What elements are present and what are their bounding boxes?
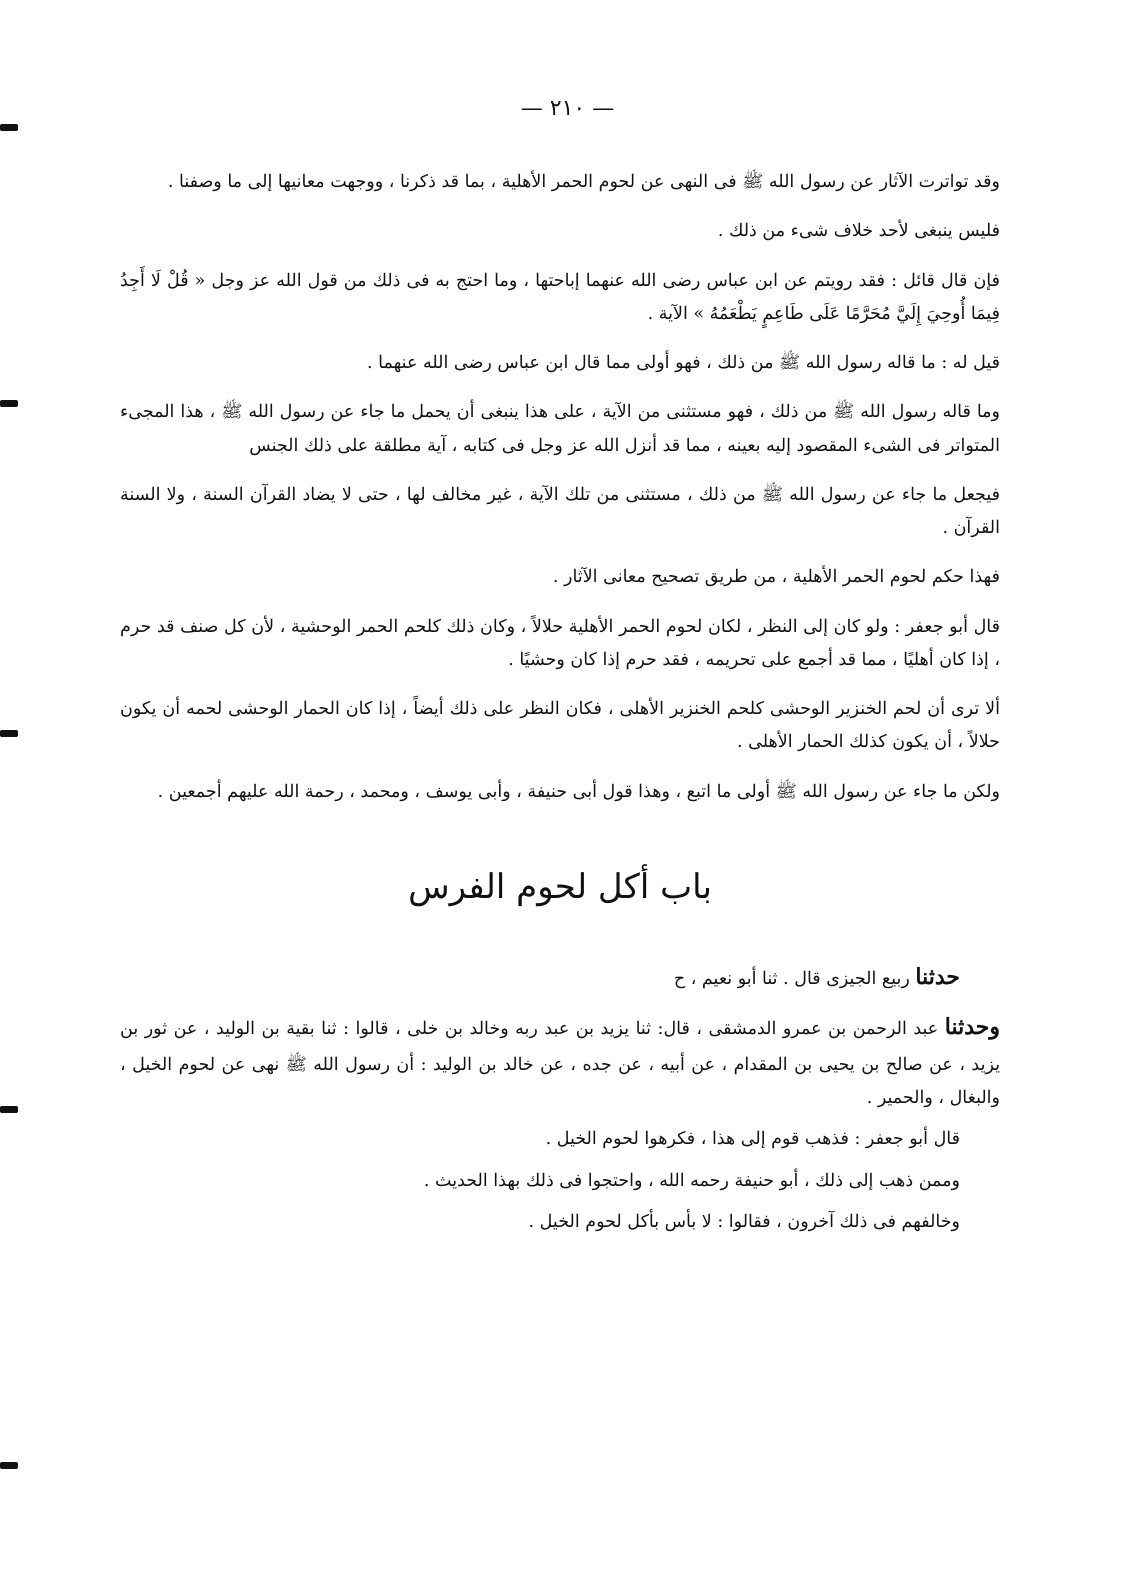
binding-mark [0,124,18,131]
section-title: باب أكل لحوم الفرس [408,866,712,907]
page-body [120,166,1000,1247]
paragraph: فهذا حكم لحوم الحمر الأهلية ، من طريق تصحيح معانى الآثار . [552,567,1000,588]
paragraph: فيجعل ما جاء عن رسول الله ﷺ من ذلك ، مستثنى من تلك الآية ، غير مخالف لها ، حتى لا يضاد القرآن السنة ، ولا السنة القرآن . [120,484,1000,538]
paragraph: قال أبو جعفر : فذهب قوم إلى هذا ، فكرهوا لحوم الخيل . [545,1129,960,1150]
chain-text: عبد الرحمن بن عمرو الدمشقى ، قال: ثنا يزيد بن عبد ربه وخالد بن خلى ، قالوا : ثنا بقية بن الوليد ، عن ثور بن يزيد ، عن صالح بن يحيى بن المقدام ، عن أبيه ، عن جده ، عن خالد بن الوليد : أن رسول الله ﷺ نهى عن لحوم الخيل ، والبغال ، والحمير . [120,1019,1000,1109]
binding-mark [0,400,18,407]
paragraph: وقد تواترت الآثار عن رسول الله ﷺ فى النهى عن لحوم الحمر الأهلية ، بما قد ذكرنا ، ووجهت معانيها إلى ما وصفنا . [167,172,1000,192]
chain-lead: حدثنا [915,964,960,991]
chain-lead: وحدثنا [944,1014,1000,1041]
paragraph: قيل له : ما قاله رسول الله ﷺ من ذلك ، فهو أولى مما قال ابن عباس رضى الله عنهما . [367,353,1000,373]
hadith-chain [120,1007,1000,1115]
paragraph: قال أبو جعفر : ولو كان إلى النظر ، لكان لحوم الحمر الأهلية حلالاً ، وكان ذلك كلحم الحمر الوحشية ، لأن كل صنف قد حرم ، إذا كان أهليًا ، مما قد أجمع على تحريمه ، فقد حرم إذا كان وحشيًا . [120,616,1000,670]
paragraph: ولكن ما جاء عن رسول الله ﷺ أولى ما اتبع ، وهذا قول أبى حنيفة ، وأبى يوسف ، ومحمد ، رحمة الله عليهم أجمعين . [157,781,1000,802]
page-number: — ٢١٠ — [520,96,615,121]
hadith-chain [120,957,1000,999]
paragraph: وما قاله رسول الله ﷺ من ذلك ، فهو مستثنى من الآية ، على هذا ينبغى أن يحمل ما جاء عن رسول الله ﷺ ، هذا المجىء المتواتر فى الشىء المقصود إليه بعينه ، مما قد أنزل الله عز وجل فى كتابه ، آية مطلقة على ذلك الجنس [120,402,1000,456]
binding-mark [0,730,18,737]
paragraph: وخالفهم فى ذلك آخرون ، فقالوا : لا بأس بأكل لحوم الخيل . [528,1211,960,1232]
binding-mark [0,1462,18,1469]
paragraph: ألا ترى أن لحم الخنزير الوحشى كلحم الخنزير الأهلى ، فكان النظر على ذلك أيضاً ، إذا كان الحمار الوحشى لحمه أن يكون حلالاً ، أن يكون كذلك الحمار الأهلى . [120,699,1000,753]
chain-text: ربيع الجيزى قال . ثنا أبو نعيم ، ح [673,969,916,990]
paragraph: وممن ذهب إلى ذلك ، أبو حنيفة رحمه الله ، واحتجوا فى ذلك بهذا الحديث . [423,1170,960,1191]
binding-mark [0,1106,18,1113]
paragraph: فإن قال قائل : فقد رويتم عن ابن عباس رضى الله عنهما إباحتها ، وما احتج به فى ذلك من قول الله عز وجل « قُلْ لَا أَجِدُ فِيمَا أُوحِيَ إِلَيَّ مُحَرَّمًا عَلَى طَاعِمٍ يَطْعَمُهُ » الآية . [120,270,1000,324]
paragraph: فليس ينبغى لأحد خلاف شىء من ذلك . [717,221,1000,242]
